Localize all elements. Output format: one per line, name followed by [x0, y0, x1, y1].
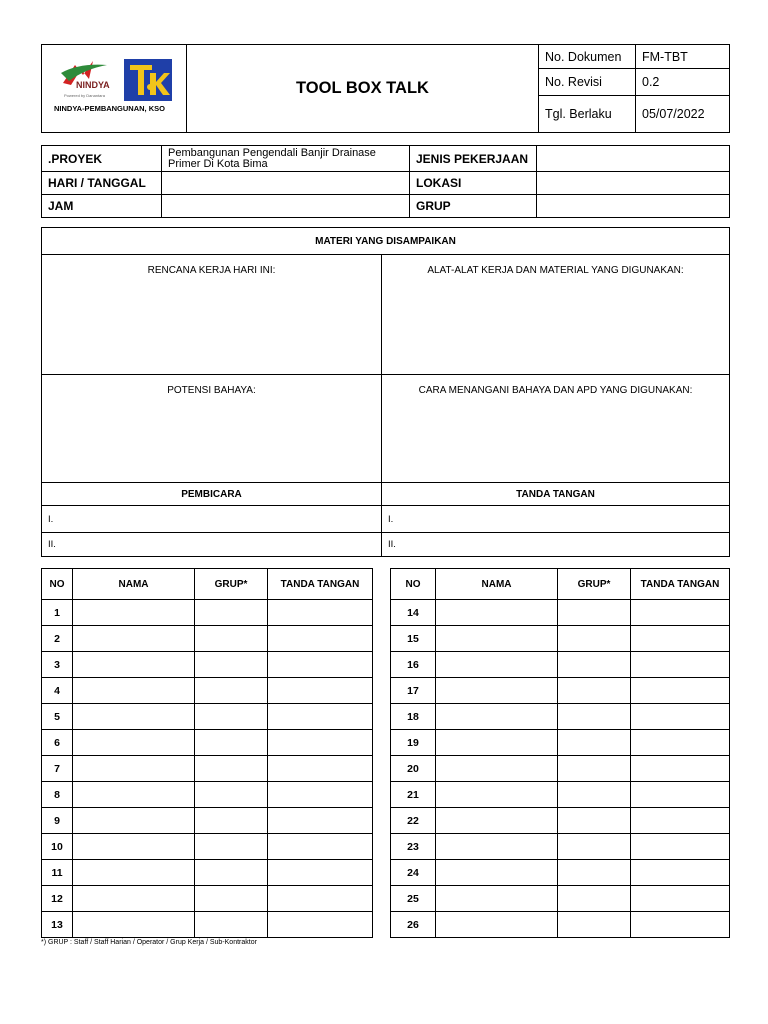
attendance-row	[42, 678, 373, 704]
nama-field[interactable]	[436, 834, 558, 860]
nama-field[interactable]	[73, 626, 195, 652]
proyek-label: .PROYEK	[42, 146, 162, 172]
grup-field[interactable]	[558, 600, 631, 626]
nindya-tagline: Powered by Danantara	[64, 93, 105, 98]
row-number: 23	[391, 834, 436, 860]
meta-value-revision: 0.2	[636, 69, 730, 95]
tanda-tangan-field[interactable]	[268, 626, 373, 652]
attendance-row	[391, 834, 730, 860]
tanda-tangan-field[interactable]	[631, 886, 730, 912]
attendance-row	[391, 756, 730, 782]
tanda-tangan-row-2[interactable]: II.	[382, 533, 730, 557]
attendance-row	[42, 600, 373, 626]
attendance-row	[391, 808, 730, 834]
tanda-tangan-header: TANDA TANGAN	[382, 483, 730, 506]
row-number: 8	[42, 782, 73, 808]
attendance-row	[42, 912, 373, 938]
row-number: 12	[42, 886, 73, 912]
attendance-table-right	[390, 568, 730, 938]
attendance-row	[42, 782, 373, 808]
nama-field[interactable]	[73, 600, 195, 626]
grup-field[interactable]	[195, 652, 268, 678]
tanda-tangan-field[interactable]	[631, 652, 730, 678]
nama-field[interactable]	[436, 626, 558, 652]
row-number: 10	[42, 834, 73, 860]
row-number: 9	[42, 808, 73, 834]
row-number: 11	[42, 860, 73, 886]
grup-field[interactable]	[195, 912, 268, 938]
tanda-tangan-field[interactable]	[631, 626, 730, 652]
attendance-row	[42, 808, 373, 834]
tanda-tangan-field[interactable]	[631, 730, 730, 756]
proyek-value: Pembangunan Pengendali Banjir Drainase Primer Di Kota Bima	[162, 146, 410, 172]
document-header	[41, 44, 730, 133]
meta-label-effective-date: Tgl. Berlaku	[539, 95, 636, 132]
project-info-table	[41, 145, 730, 218]
attendance-row	[391, 704, 730, 730]
grup-field[interactable]	[195, 704, 268, 730]
attendance-row	[391, 678, 730, 704]
grup-field[interactable]	[558, 652, 631, 678]
tanda-tangan-field[interactable]	[268, 704, 373, 730]
row-number: 25	[391, 886, 436, 912]
nama-field[interactable]	[436, 600, 558, 626]
tanda-tangan-field[interactable]	[631, 808, 730, 834]
jenis-pekerjaan-label: JENIS PEKERJAAN	[410, 146, 537, 172]
grup-field[interactable]	[558, 886, 631, 912]
pembicara-row-1[interactable]: I.	[42, 506, 382, 533]
tanda-tangan-field[interactable]	[268, 652, 373, 678]
pembicara-row-2[interactable]: II.	[42, 533, 382, 557]
nama-field[interactable]	[73, 782, 195, 808]
jam-label: JAM	[42, 195, 162, 218]
grup-field[interactable]	[195, 834, 268, 860]
nama-field[interactable]	[436, 652, 558, 678]
attendance-row	[391, 600, 730, 626]
tanda-tangan-field[interactable]	[631, 678, 730, 704]
grup-field[interactable]	[558, 834, 631, 860]
tanda-tangan-field[interactable]	[268, 834, 373, 860]
ptk-logo-icon	[124, 59, 172, 101]
nama-field[interactable]	[73, 912, 195, 938]
attendance-row	[42, 860, 373, 886]
grup-field[interactable]	[195, 808, 268, 834]
pembicara-header: PEMBICARA	[42, 483, 382, 506]
potensi-bahaya-section[interactable]: POTENSI BAHAYA:	[42, 375, 382, 483]
jenis-pekerjaan-field[interactable]	[537, 146, 730, 172]
attendance-row	[42, 626, 373, 652]
tanda-tangan-field[interactable]	[631, 834, 730, 860]
attendance-row	[391, 730, 730, 756]
tanda-tangan-field[interactable]	[631, 860, 730, 886]
nama-field[interactable]	[73, 834, 195, 860]
nindya-brand-text: NINDYA	[76, 80, 110, 90]
company-logo	[42, 45, 186, 132]
attendance-row	[42, 834, 373, 860]
row-number: 4	[42, 678, 73, 704]
row-number: 18	[391, 704, 436, 730]
cara-menangani-section[interactable]: CARA MENANGANI BAHAYA DAN APD YANG DIGUNAKAN:	[382, 375, 730, 483]
grup-field[interactable]	[558, 782, 631, 808]
row-number: 20	[391, 756, 436, 782]
header-tanda-tangan: TANDA TANGAN	[268, 569, 373, 600]
header-nama: NAMA	[436, 569, 558, 600]
grup-field[interactable]	[195, 600, 268, 626]
nama-field[interactable]	[436, 756, 558, 782]
row-number: 13	[42, 912, 73, 938]
meta-value-doc-number: FM-TBT	[636, 45, 730, 69]
tanda-tangan-field[interactable]	[268, 808, 373, 834]
meta-value-effective-date: 05/07/2022	[636, 95, 730, 132]
row-number: 7	[42, 756, 73, 782]
row-number: 15	[391, 626, 436, 652]
row-number: 21	[391, 782, 436, 808]
attendance-row	[391, 912, 730, 938]
attendance-row	[391, 652, 730, 678]
header-grup: GRUP*	[558, 569, 631, 600]
materi-title: MATERI YANG DISAMPAIKAN	[42, 228, 730, 255]
row-number: 2	[42, 626, 73, 652]
nama-field[interactable]	[73, 730, 195, 756]
grup-field[interactable]	[195, 886, 268, 912]
nama-field[interactable]	[436, 678, 558, 704]
tanda-tangan-field[interactable]	[631, 912, 730, 938]
nama-field[interactable]	[436, 886, 558, 912]
attendance-row	[42, 652, 373, 678]
row-number: 17	[391, 678, 436, 704]
tanda-tangan-field[interactable]	[268, 600, 373, 626]
header-no: NO	[42, 569, 73, 600]
grup-field[interactable]	[195, 730, 268, 756]
grup-field[interactable]	[558, 678, 631, 704]
nama-field[interactable]	[436, 730, 558, 756]
lokasi-label: LOKASI	[410, 172, 537, 195]
grup-field[interactable]	[537, 195, 730, 218]
row-number: 14	[391, 600, 436, 626]
tanda-tangan-field[interactable]	[631, 704, 730, 730]
document-title: TOOL BOX TALK	[187, 45, 539, 133]
tanda-tangan-field[interactable]	[268, 860, 373, 886]
hari-tanggal-field[interactable]	[162, 172, 410, 195]
tanda-tangan-field[interactable]	[268, 912, 373, 938]
grup-field[interactable]	[195, 782, 268, 808]
grup-field[interactable]	[558, 626, 631, 652]
materi-table	[41, 227, 730, 557]
attendance-table-left	[41, 568, 373, 938]
logo-caption: NINDYA-PEMBANGUNAN, KSO	[54, 104, 165, 113]
grup-field[interactable]	[195, 678, 268, 704]
tanda-tangan-field[interactable]	[631, 756, 730, 782]
attendance-row	[42, 886, 373, 912]
grup-field[interactable]	[558, 912, 631, 938]
logo-cell	[42, 45, 187, 133]
header-no: NO	[391, 569, 436, 600]
attendance-row	[391, 626, 730, 652]
rencana-kerja-section[interactable]: RENCANA KERJA HARI INI:	[42, 255, 382, 375]
attendance-row	[42, 756, 373, 782]
nama-field[interactable]	[436, 860, 558, 886]
nama-field[interactable]	[73, 652, 195, 678]
tanda-tangan-field[interactable]	[631, 782, 730, 808]
nama-field[interactable]	[73, 886, 195, 912]
row-number: 16	[391, 652, 436, 678]
row-number: 22	[391, 808, 436, 834]
tanda-tangan-field[interactable]	[268, 756, 373, 782]
tanda-tangan-field[interactable]	[268, 730, 373, 756]
jam-field[interactable]	[162, 195, 410, 218]
tanda-tangan-field[interactable]	[268, 782, 373, 808]
grup-label: GRUP	[410, 195, 537, 218]
meta-label-revision: No. Revisi	[539, 69, 636, 95]
tanda-tangan-row-1[interactable]: I.	[382, 506, 730, 533]
row-number: 6	[42, 730, 73, 756]
grup-field[interactable]	[558, 808, 631, 834]
tanda-tangan-field[interactable]	[268, 678, 373, 704]
alat-kerja-section[interactable]: ALAT-ALAT KERJA DAN MATERIAL YANG DIGUNAKAN:	[382, 255, 730, 375]
grup-field[interactable]	[195, 756, 268, 782]
lokasi-field[interactable]	[537, 172, 730, 195]
attendance-row	[42, 730, 373, 756]
row-number: 5	[42, 704, 73, 730]
attendance-row	[42, 704, 373, 730]
nama-field[interactable]	[73, 808, 195, 834]
tanda-tangan-field[interactable]	[268, 886, 373, 912]
nama-field[interactable]	[436, 912, 558, 938]
nama-field[interactable]	[73, 704, 195, 730]
nama-field[interactable]	[436, 782, 558, 808]
nama-field[interactable]	[436, 808, 558, 834]
grup-field[interactable]	[195, 626, 268, 652]
header-tanda-tangan: TANDA TANGAN	[631, 569, 730, 600]
header-grup: GRUP*	[195, 569, 268, 600]
meta-label-doc-number: No. Dokumen	[539, 45, 636, 69]
attendance-row	[391, 782, 730, 808]
grup-field[interactable]	[558, 860, 631, 886]
row-number: 1	[42, 600, 73, 626]
row-number: 26	[391, 912, 436, 938]
nama-field[interactable]	[73, 678, 195, 704]
tanda-tangan-field[interactable]	[631, 600, 730, 626]
nama-field[interactable]	[73, 756, 195, 782]
row-number: 19	[391, 730, 436, 756]
grup-field[interactable]	[558, 756, 631, 782]
grup-field[interactable]	[558, 704, 631, 730]
footnote: *) GRUP : Staff / Staff Harian / Operator / Grup Kerja / Sub-Kontraktor	[41, 939, 257, 946]
grup-field[interactable]	[195, 860, 268, 886]
header-nama: NAMA	[73, 569, 195, 600]
row-number: 24	[391, 860, 436, 886]
nama-field[interactable]	[436, 704, 558, 730]
attendance-row	[391, 886, 730, 912]
nama-field[interactable]	[73, 860, 195, 886]
attendance-row	[391, 860, 730, 886]
grup-field[interactable]	[558, 730, 631, 756]
row-number: 3	[42, 652, 73, 678]
hari-tanggal-label: HARI / TANGGAL	[42, 172, 162, 195]
